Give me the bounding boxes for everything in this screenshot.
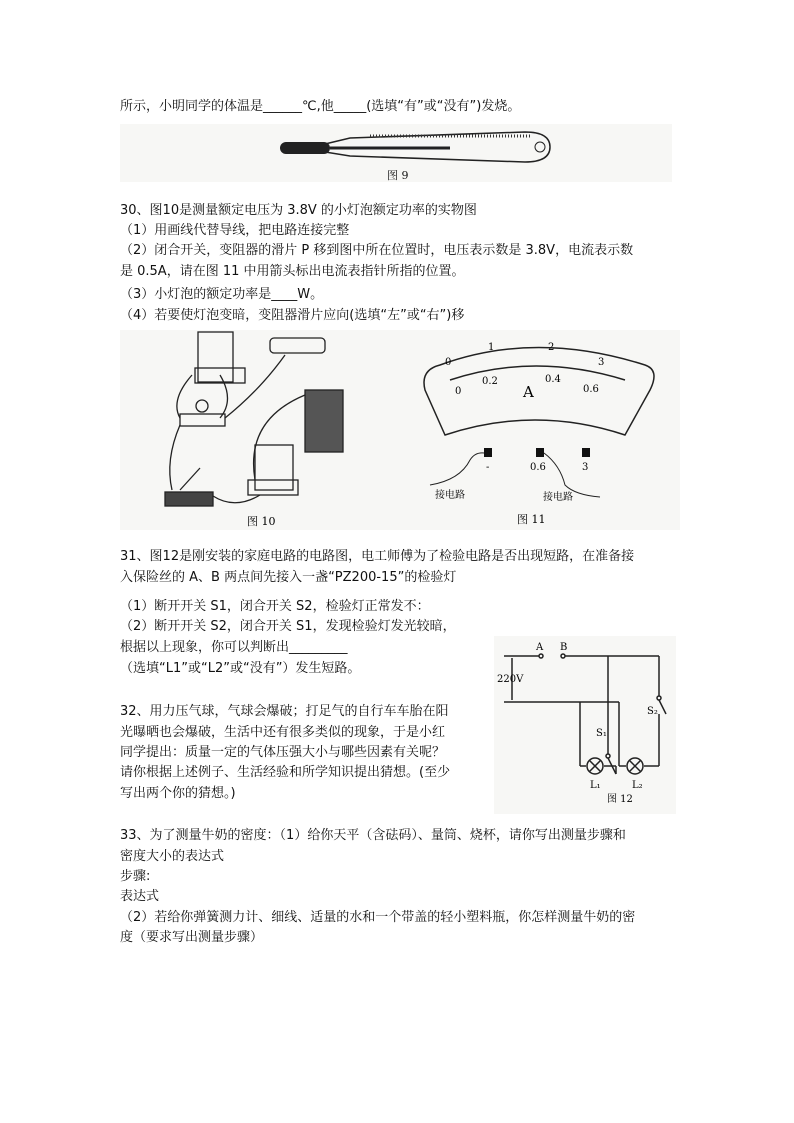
q33-line: 表达式 (120, 889, 160, 904)
lamp-l1-label: L₁ (590, 780, 601, 791)
figure-10-11 (120, 330, 680, 530)
q29-text: 所示，小明同学的体温是______℃,他_____(选填“有”或“没有”)发烧。 (120, 99, 521, 114)
q31-line: 31、图12是刚安装的家庭电路的电路图，电工师傅为了检验电路是否出现短路，在准备接 (120, 549, 635, 564)
q33-line: 33、为了测量牛奶的密度：（1）给你天平（含砝码）、量筒、烧杯，请你写出测量步骤和 (120, 828, 626, 843)
scale-lower-0.4: 0.4 (545, 374, 561, 385)
terminal-0.6: 0.6 (530, 462, 546, 473)
q31-line: 根据以上现象，你可以判断出_________ (120, 640, 348, 655)
figure-9-caption: 图 9 (387, 169, 409, 182)
q31-line: （2）断开开关 S2，闭合开关 S1，发现检验灯发光较暗， (120, 619, 456, 634)
q32-line: 写出两个你的猜想。) (120, 786, 236, 801)
scale-lower-0: 0 (455, 386, 462, 397)
switch-s2-label: S₂ (647, 706, 658, 717)
figure-11-caption: 图 11 (517, 513, 546, 526)
figure-12-circuit (494, 636, 676, 814)
scale-lower-0.2: 0.2 (482, 376, 498, 387)
q31-line: （1）断开开关 S1，闭合开关 S2，检验灯正常发不： (120, 599, 430, 614)
q32-line: 32、用力压气球，气球会爆破；打足气的自行车车胎在阳 (120, 704, 449, 719)
q33-line: 度（要求写出测量步骤） (120, 930, 264, 945)
wire-label: 接电路 (435, 490, 465, 501)
circuit-apparatus-drawing (120, 330, 680, 530)
lamp-l2-label: L₂ (632, 780, 643, 791)
q31-line: 入保险丝的 A、B 两点间先接入一盏“PZ200-15”的检验灯 (120, 570, 457, 585)
point-b-label: B (560, 642, 568, 653)
terminal-3: 3 (582, 462, 589, 473)
scale-upper-2: 2 (548, 342, 555, 353)
q30-line: （3）小灯泡的额定功率是____W。 (120, 287, 324, 302)
terminal-negative: - (486, 462, 490, 473)
point-a-label: A (536, 642, 544, 653)
q31-line: （选填“L1”或“L2”或“没有”）发生短路。 (120, 661, 361, 676)
ammeter-unit: A (523, 383, 534, 401)
q33-line: 密度大小的表达式 (120, 849, 225, 864)
q32-line: 同学提出：质量一定的气体压强大小与哪些因素有关呢？ (120, 745, 446, 760)
q30-line: 是 0.5A，请在图 11 中用箭头标出电流表指针所指的位置。 (120, 264, 465, 279)
q33-line: （2）若给你弹簧测力计、细线、适量的水和一个带盖的轻小塑料瓶，你怎样测量牛奶的密 (120, 910, 636, 925)
scale-upper-1: 1 (488, 342, 495, 353)
voltage-label: 220V (497, 674, 524, 685)
q32-line: 光曝晒也会爆破，生活中还有很多类似的现象，于是小红 (120, 725, 446, 740)
q30-line: 30、图10是测量额定电压为 3.8V 的小灯泡额定功率的实物图 (120, 203, 477, 218)
q33-line: 步骤: (120, 869, 151, 884)
scale-upper-0: 0 (445, 357, 452, 368)
switch-s1-label: S₁ (596, 728, 607, 739)
q30-line: （1）用画线代替导线，把电路连接完整 (120, 223, 350, 238)
q30-line: （2）闭合开关，变阻器的滑片 P 移到图中所在位置时，电压表示数是 3.8V，电流表示数 (120, 243, 634, 258)
q32-line: 请你根据上述例子、生活经验和所学知识提出猜想。(至少 (120, 765, 451, 780)
figure-12-caption: 图 12 (607, 794, 633, 805)
scale-lower-0.6: 0.6 (583, 384, 599, 395)
household-circuit-diagram (494, 636, 676, 814)
wire-label: 接电路 (543, 492, 573, 503)
figure-9-thermometer (120, 124, 672, 182)
figure-10-caption: 图 10 (247, 515, 276, 528)
q30-line: （4）若要使灯泡变暗，变阻器滑片应向(选填“左”或“右”)移 (120, 308, 465, 323)
scale-upper-3: 3 (598, 357, 605, 368)
